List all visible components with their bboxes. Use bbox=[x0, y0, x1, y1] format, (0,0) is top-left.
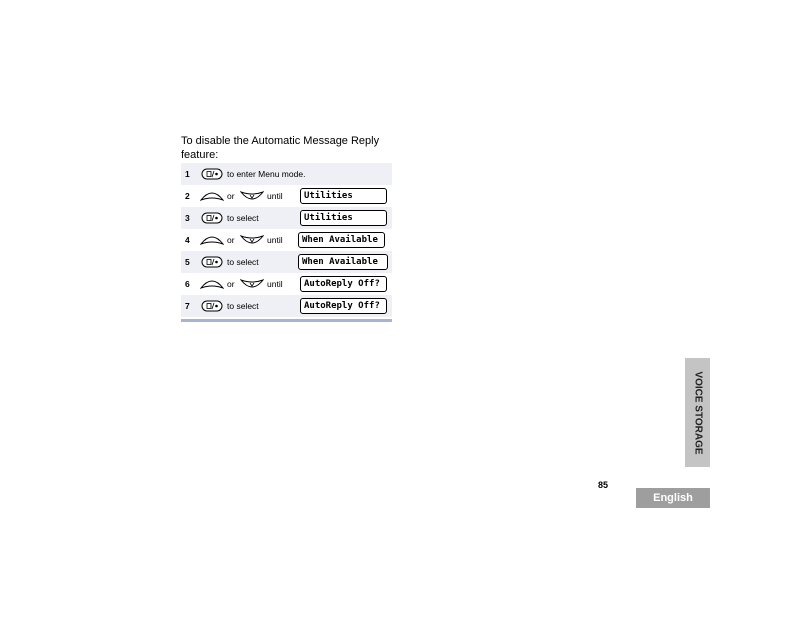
step-text: to select bbox=[227, 257, 259, 267]
menu-button-icon bbox=[201, 256, 223, 268]
step-row bbox=[181, 163, 392, 185]
or-text: or bbox=[227, 279, 235, 289]
display-screen: When Available bbox=[298, 232, 385, 248]
scroll-up-button-icon bbox=[200, 234, 224, 246]
step-text: until bbox=[267, 191, 283, 201]
step-row bbox=[181, 185, 392, 207]
or-text: or bbox=[227, 235, 235, 245]
language-tab: English bbox=[636, 488, 710, 508]
scroll-down-button-icon bbox=[240, 234, 264, 246]
page-number: 85 bbox=[598, 480, 609, 490]
step-number: 4 bbox=[185, 235, 190, 245]
step-text: until bbox=[267, 235, 283, 245]
section-side-tab-label: VOICE STORAGE bbox=[692, 370, 703, 455]
step-number: 6 bbox=[185, 279, 190, 289]
display-screen: When Available bbox=[298, 254, 388, 270]
display-screen: AutoReply Off? bbox=[300, 298, 387, 314]
step-number: 1 bbox=[185, 169, 190, 179]
or-text: or bbox=[227, 191, 235, 201]
scroll-up-button-icon bbox=[200, 190, 224, 202]
step-number: 5 bbox=[185, 257, 190, 267]
menu-button-icon bbox=[201, 168, 223, 180]
step-text: to select bbox=[227, 301, 259, 311]
menu-button-icon bbox=[201, 212, 223, 224]
display-screen: Utilities bbox=[300, 188, 387, 204]
step-row bbox=[181, 207, 392, 229]
step-row bbox=[181, 295, 392, 317]
step-row bbox=[181, 229, 392, 251]
step-text: to select bbox=[227, 213, 259, 223]
step-row bbox=[181, 273, 392, 295]
step-text: until bbox=[267, 279, 283, 289]
step-number: 2 bbox=[185, 191, 190, 201]
step-number: 3 bbox=[185, 213, 190, 223]
scroll-down-button-icon bbox=[240, 278, 264, 290]
steps-table bbox=[181, 163, 392, 317]
table-bottom-rule bbox=[181, 319, 392, 322]
display-screen: AutoReply Off? bbox=[300, 276, 387, 292]
step-text: to enter Menu mode. bbox=[227, 169, 306, 179]
display-screen: Utilities bbox=[300, 210, 387, 226]
menu-button-icon bbox=[201, 300, 223, 312]
scroll-down-button-icon bbox=[240, 190, 264, 202]
step-number: 7 bbox=[185, 301, 190, 311]
scroll-up-button-icon bbox=[200, 278, 224, 290]
section-side-tab bbox=[685, 358, 710, 467]
intro-text: To disable the Automatic Message Reply feature: bbox=[181, 135, 380, 161]
step-row bbox=[181, 251, 392, 273]
